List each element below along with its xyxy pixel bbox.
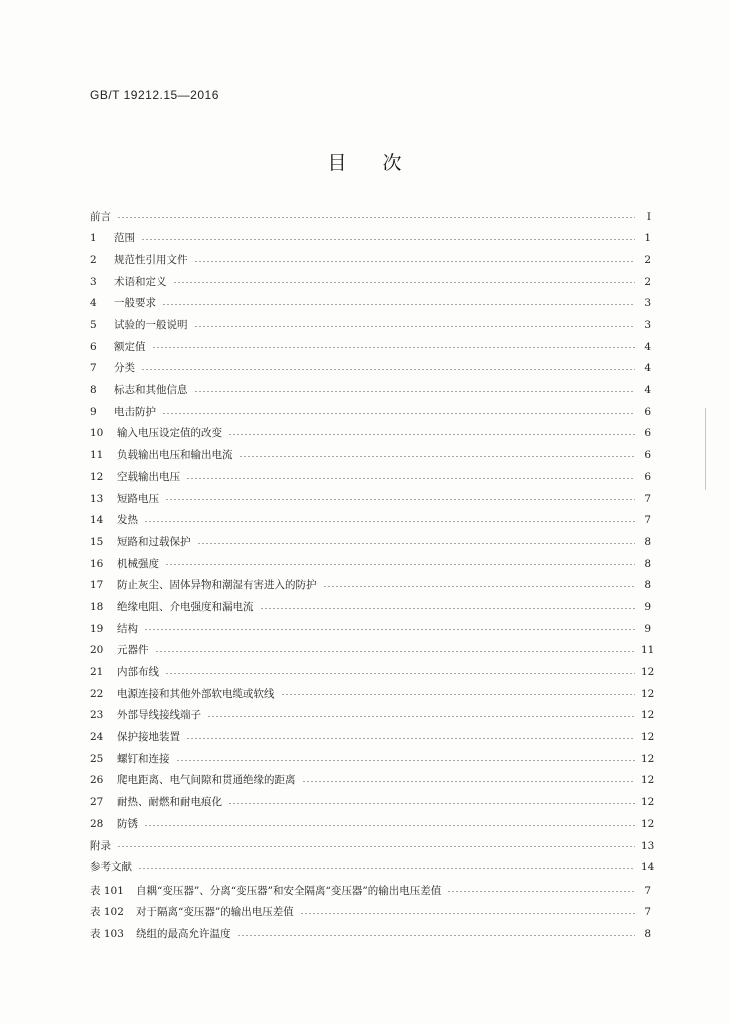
table-list-entry[interactable] bbox=[90, 923, 651, 945]
entry-title: 发热 bbox=[117, 514, 138, 527]
entry-number: 4 bbox=[90, 297, 97, 310]
entry-number: 6 bbox=[90, 340, 97, 353]
entry-number: 12 bbox=[90, 470, 104, 483]
entry-number: 25 bbox=[90, 752, 104, 765]
entry-title: 一般要求 bbox=[114, 297, 156, 310]
toc-entry[interactable] bbox=[90, 401, 651, 423]
toc-entry[interactable] bbox=[90, 314, 651, 336]
dot-leader bbox=[239, 456, 636, 457]
dot-leader bbox=[144, 825, 635, 826]
entry-page-number: 3 bbox=[644, 297, 651, 310]
dot-leader bbox=[302, 781, 636, 782]
entry-page-number: 2 bbox=[644, 275, 651, 288]
entry-number: 表 102 bbox=[90, 906, 124, 919]
toc-entry[interactable] bbox=[90, 488, 651, 510]
entry-number: 1 bbox=[90, 232, 97, 245]
entry-page-number: 4 bbox=[644, 362, 651, 375]
table-list-entry[interactable] bbox=[90, 880, 651, 902]
dot-leader bbox=[141, 239, 635, 240]
entry-page-number: 12 bbox=[641, 687, 655, 700]
entry-page-number: 8 bbox=[644, 927, 651, 940]
toc-entry[interactable] bbox=[90, 228, 651, 250]
entry-title: 机械强度 bbox=[117, 557, 159, 570]
entry-title: 规范性引用文件 bbox=[114, 253, 188, 266]
toc-entry[interactable] bbox=[90, 553, 651, 575]
dot-leader bbox=[207, 716, 635, 717]
toc-entry[interactable] bbox=[90, 423, 651, 445]
dot-leader bbox=[194, 261, 636, 262]
dot-leader bbox=[162, 413, 635, 414]
page-title bbox=[0, 148, 729, 175]
entry-number: 16 bbox=[90, 557, 104, 570]
toc-entry[interactable] bbox=[90, 683, 655, 705]
toc-entry[interactable] bbox=[90, 466, 651, 488]
entry-number: 3 bbox=[90, 275, 97, 288]
entry-page-number: 12 bbox=[641, 731, 655, 744]
entry-title: 参考文献 bbox=[90, 861, 132, 874]
entry-title: 短路电压 bbox=[117, 492, 159, 505]
entry-title: 术语和定义 bbox=[114, 275, 167, 288]
entry-page-number: 12 bbox=[641, 817, 655, 830]
entry-page-number: 14 bbox=[641, 861, 655, 874]
entry-number: 10 bbox=[90, 427, 104, 440]
entry-title: 电源连接和其他外部软电缆或软线 bbox=[117, 687, 275, 700]
dot-leader bbox=[194, 326, 636, 327]
entry-number: 表 101 bbox=[90, 884, 124, 897]
entry-title: 分类 bbox=[114, 362, 135, 375]
page-title-char-1: 目 bbox=[327, 152, 347, 174]
entry-title: 输入电压设定值的改变 bbox=[117, 427, 222, 440]
entry-title: 电击防护 bbox=[114, 405, 156, 418]
entry-page-number: 7 bbox=[644, 492, 651, 505]
entry-page-number: 12 bbox=[641, 752, 655, 765]
entry-number: 表 103 bbox=[90, 927, 124, 940]
toc-entry[interactable] bbox=[90, 293, 651, 315]
entry-title: 防止灰尘、固体异物和潮湿有害进入的防护 bbox=[117, 579, 317, 592]
entry-number: 20 bbox=[90, 644, 104, 657]
toc-entry[interactable] bbox=[90, 618, 651, 640]
dot-leader bbox=[144, 629, 635, 630]
dot-leader bbox=[117, 846, 635, 847]
entry-title: 绕组的最高允许温度 bbox=[136, 927, 231, 940]
entry-page-number: 4 bbox=[644, 384, 651, 397]
entry-number: 22 bbox=[90, 687, 104, 700]
toc-entry[interactable] bbox=[90, 510, 651, 532]
dot-leader bbox=[447, 891, 635, 892]
entry-page-number: 13 bbox=[641, 839, 655, 852]
entry-page-number: 8 bbox=[644, 557, 651, 570]
entry-number: 5 bbox=[90, 319, 97, 332]
entry-title: 绝缘电阻、介电强度和漏电流 bbox=[117, 600, 254, 613]
entry-title: 耐热、耐燃和耐电痕化 bbox=[117, 796, 222, 809]
entry-title: 短路和过载保护 bbox=[117, 535, 191, 548]
entry-page-number: 8 bbox=[644, 535, 651, 548]
toc-entry[interactable] bbox=[90, 661, 655, 683]
toc-entry[interactable] bbox=[90, 358, 651, 380]
entry-number: 27 bbox=[90, 796, 104, 809]
entry-page-number: 8 bbox=[644, 579, 651, 592]
entry-title: 附录 bbox=[90, 839, 111, 852]
dot-leader bbox=[117, 217, 635, 218]
entry-number: 18 bbox=[90, 600, 104, 613]
toc-entry[interactable] bbox=[90, 336, 651, 358]
entry-page-number: 12 bbox=[641, 666, 655, 679]
toc-entry[interactable] bbox=[90, 835, 655, 857]
entry-page-number: 7 bbox=[644, 906, 651, 919]
entry-title: 保护接地装置 bbox=[117, 731, 180, 744]
toc-entry[interactable] bbox=[90, 575, 651, 597]
entry-page-number: 7 bbox=[644, 884, 651, 897]
entry-number: 19 bbox=[90, 622, 104, 635]
table-of-contents bbox=[90, 206, 655, 878]
entry-number: 23 bbox=[90, 709, 104, 722]
dot-leader bbox=[155, 651, 636, 652]
toc-entry[interactable] bbox=[90, 705, 655, 727]
entry-number: 8 bbox=[90, 384, 97, 397]
list-of-tables bbox=[90, 880, 651, 945]
entry-page-number: 6 bbox=[644, 405, 651, 418]
toc-entry[interactable] bbox=[90, 249, 651, 271]
toc-entry[interactable] bbox=[90, 727, 655, 749]
entry-page-number: 12 bbox=[641, 796, 655, 809]
entry-title: 爬电距离、电气间隙和贯通绝缘的距离 bbox=[117, 774, 296, 787]
toc-entry[interactable] bbox=[90, 770, 655, 792]
scan-artifact-line bbox=[705, 408, 706, 490]
dot-leader bbox=[138, 868, 635, 869]
entry-title: 负载输出电压和输出电流 bbox=[117, 449, 233, 462]
dot-leader bbox=[162, 304, 635, 305]
entry-title: 元器件 bbox=[117, 644, 149, 657]
entry-page-number: Ⅰ bbox=[646, 210, 651, 223]
dot-leader bbox=[228, 803, 635, 804]
dot-leader bbox=[260, 608, 636, 609]
entry-title: 范围 bbox=[114, 232, 135, 245]
dot-leader bbox=[165, 564, 635, 565]
entry-title: 自耦“变压器”、分离“变压器”和安全隔离“变压器”的输出电压差值 bbox=[136, 884, 442, 897]
entry-number: 13 bbox=[90, 492, 104, 505]
entry-number: 28 bbox=[90, 817, 104, 830]
entry-number: 24 bbox=[90, 731, 104, 744]
dot-leader bbox=[237, 935, 636, 936]
entry-page-number: 12 bbox=[641, 709, 655, 722]
dot-leader bbox=[152, 347, 636, 348]
page-title-char-2: 次 bbox=[382, 152, 402, 174]
entry-title: 内部布线 bbox=[117, 666, 159, 679]
entry-title: 标志和其他信息 bbox=[114, 384, 188, 397]
entry-page-number: 4 bbox=[644, 340, 651, 353]
toc-entry[interactable] bbox=[90, 380, 651, 402]
entry-page-number: 9 bbox=[644, 600, 651, 613]
entry-title: 额定值 bbox=[114, 340, 146, 353]
entry-page-number: 11 bbox=[641, 644, 655, 657]
entry-number: 26 bbox=[90, 774, 104, 787]
entry-page-number: 1 bbox=[644, 232, 651, 245]
entry-number: 2 bbox=[90, 253, 97, 266]
entry-number: 9 bbox=[90, 405, 97, 418]
toc-entry[interactable] bbox=[90, 748, 655, 770]
entry-title: 前言 bbox=[90, 210, 111, 223]
entry-title: 对于隔离“变压器”的输出电压差值 bbox=[136, 906, 294, 919]
entry-page-number: 3 bbox=[644, 319, 651, 332]
toc-entry[interactable] bbox=[90, 531, 651, 553]
entry-title: 螺钉和连接 bbox=[117, 752, 170, 765]
entry-page-number: 12 bbox=[641, 774, 655, 787]
toc-entry[interactable] bbox=[90, 206, 651, 228]
dot-leader bbox=[165, 673, 635, 674]
entry-title: 防锈 bbox=[117, 817, 138, 830]
dot-leader bbox=[186, 478, 635, 479]
entry-number: 21 bbox=[90, 666, 104, 679]
toc-entry[interactable] bbox=[90, 640, 655, 662]
dot-leader bbox=[186, 738, 635, 739]
entry-page-number: 6 bbox=[644, 427, 651, 440]
dot-leader bbox=[165, 499, 635, 500]
dot-leader bbox=[197, 543, 636, 544]
dot-leader bbox=[173, 282, 636, 283]
dot-leader bbox=[323, 586, 636, 587]
dot-leader bbox=[228, 434, 635, 435]
entry-page-number: 9 bbox=[644, 622, 651, 635]
toc-entry[interactable] bbox=[90, 445, 651, 467]
toc-entry[interactable] bbox=[90, 271, 651, 293]
dot-leader bbox=[176, 760, 636, 761]
dot-leader bbox=[141, 369, 635, 370]
dot-leader bbox=[194, 391, 636, 392]
entry-title: 外部导线接线端子 bbox=[117, 709, 201, 722]
dot-leader bbox=[281, 694, 636, 695]
dot-leader bbox=[144, 521, 635, 522]
table-list-entry[interactable] bbox=[90, 902, 651, 924]
entry-number: 17 bbox=[90, 579, 104, 592]
entry-page-number: 6 bbox=[644, 449, 651, 462]
entry-page-number: 6 bbox=[644, 470, 651, 483]
entry-page-number: 2 bbox=[644, 253, 651, 266]
standard-code: GB/T 19212.15—2016 bbox=[90, 88, 219, 102]
dot-leader bbox=[300, 913, 635, 914]
entry-number: 15 bbox=[90, 535, 104, 548]
toc-entry[interactable] bbox=[90, 857, 655, 879]
entry-title: 试验的一般说明 bbox=[114, 319, 188, 332]
entry-title: 结构 bbox=[117, 622, 138, 635]
entry-number: 14 bbox=[90, 514, 104, 527]
entry-number: 11 bbox=[90, 449, 104, 462]
toc-entry[interactable] bbox=[90, 792, 655, 814]
entry-number: 7 bbox=[90, 362, 97, 375]
toc-entry[interactable] bbox=[90, 813, 655, 835]
toc-entry[interactable] bbox=[90, 596, 651, 618]
entry-title: 空载输出电压 bbox=[117, 470, 180, 483]
entry-page-number: 7 bbox=[644, 514, 651, 527]
